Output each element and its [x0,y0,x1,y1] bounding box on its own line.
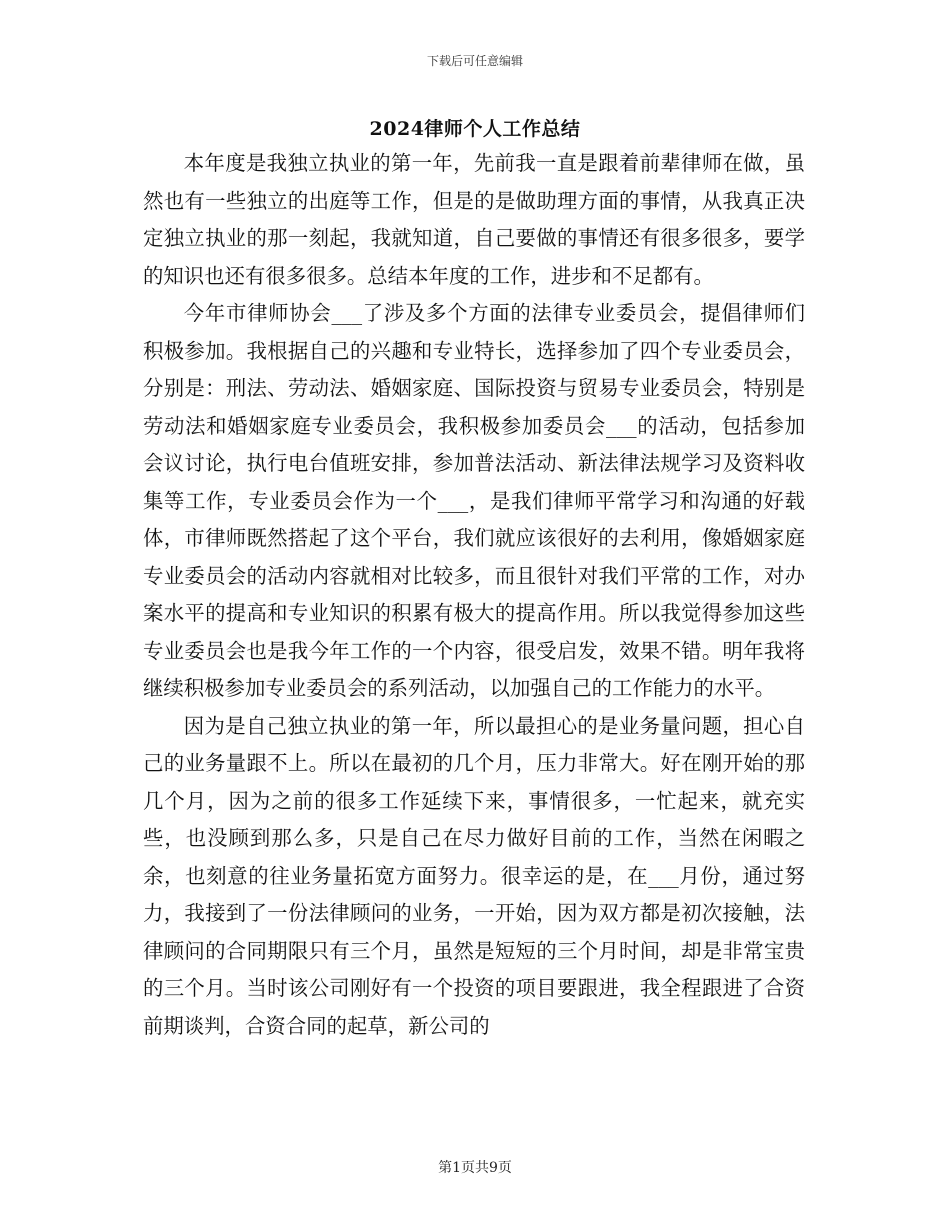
paragraph-3: 因为是自己独立执业的第一年，所以最担心的是业务量问题，担心自己的业务量跟不上。所以在最初的几个月，压力非常大。好在刚开始的那几个月，因为之前的很多工作延续下来，事情很多，一忙起来，就充实些，也没顾到那么多，只是自己在尽力做好目前的工作，当然在闲暇之余，也刻意的往业务量拓宽方面努力。很幸运的是，在___月份，通过努力，我接到了一份法律顾问的业务，一开始，因为双方都是初次接触，法律顾问的合同期限只有三个月，虽然是短短的三个月时间，却是非常宝贵的三个月。当时该公司刚好有一个投资的项目要跟进，我全程跟进了合资前期谈判，合资合同的起草，新公司的 [143,713,805,1038]
document-title: 2024律师个人工作总结 [369,118,581,140]
page-number: 第1页共9页 [438,1160,512,1176]
page-header-note: 下载后可任意编辑 [426,54,523,68]
paragraph-2: 今年市律师协会___了涉及多个方面的法律专业委员会，提倡律师们积极参加。我根据自己的兴趣和专业特长，选择参加了四个专业委员会，分别是：刑法、劳动法、婚姻家庭、国际投资与贸易专业委员会，特别是劳动法和婚姻家庭专业委员会，我积极参加委员会___的活动，包括参加会议讨论，执行电台值班安排，参加普法活动、新法律法规学习及资料收集等工作，专业委员会作为一个___，是我们律师平常学习和沟通的好载体，市律师既然搭起了这个平台，我们就应该很好的去利用，像婚姻家庭专业委员会的活动内容就相对比较多，而且很针对我们平常的工作，对办案水平的提高和专业知识的积累有极大的提高作用。所以我觉得参加这些专业委员会也是我今年工作的一个内容，很受启发，效果不错。明年我将继续积极参加专业委员会的系列活动，以加强自己的工作能力的水平。 [143,301,805,700]
document-body [143,145,805,1045]
paragraph-1: 本年度是我独立执业的第一年，先前我一直是跟着前辈律师在做，虽然也有一些独立的出庭等工作，但是的是做助理方面的事情，从我真正决定独立执业的那一刻起，我就知道，自己要做的事情还有很多很多，要学的知识也还有很多很多。总结本年度的工作，进步和不足都有。 [143,151,805,288]
